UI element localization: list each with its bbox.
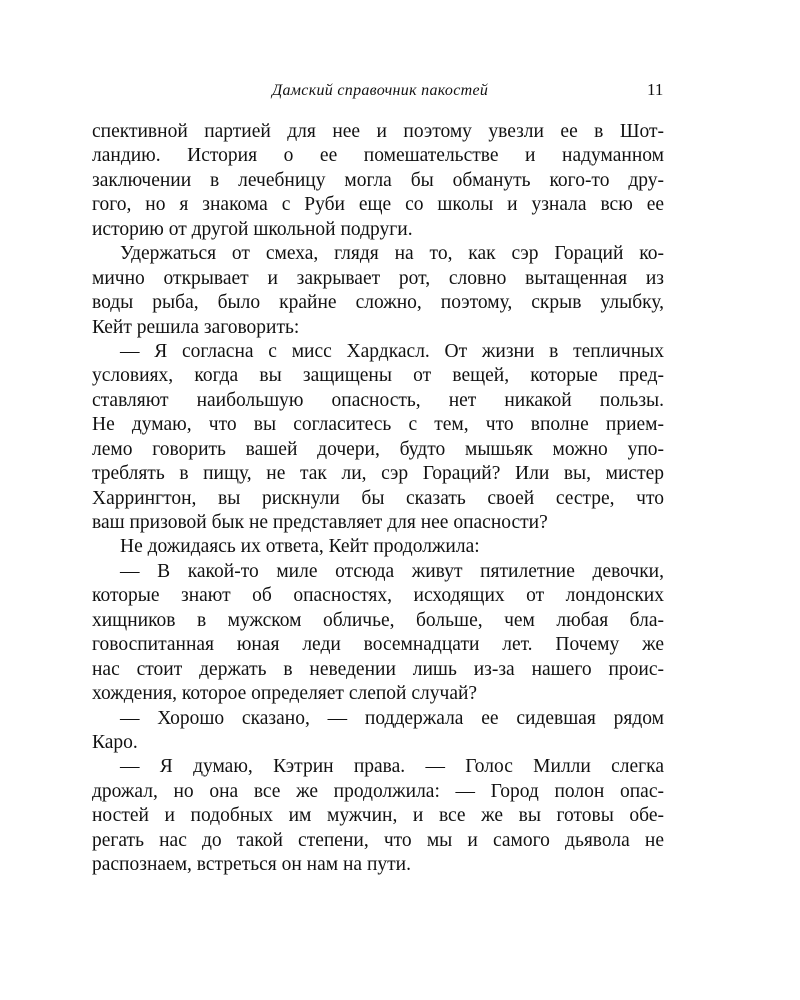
text-line: гого, но я знакома с Руби еще со школы и узнала всю ее — [92, 194, 664, 216]
text-line: Каро. — [92, 731, 138, 753]
text-line: ваш призовой бык не представляет для нее опасности? — [92, 512, 548, 533]
text-line: — В какой-то миле отсюда живут пятилетние девочки, — [120, 560, 664, 582]
text-line: нас стоит держать в неведении лишь из-за нашего проис- — [92, 658, 664, 680]
text-line: Харрингтон, вы рискнули бы сказать своей сестре, что — [92, 487, 664, 509]
text-line: треблять в пищу, не так ли, сэр Гораций? Или вы, мистер — [92, 463, 664, 485]
text-line: распознаем, встреться он нам на пути. — [92, 854, 411, 876]
text-line: лемо говорить вашей дочери, будто мышьяк можно упо- — [92, 438, 664, 460]
text-line: условиях, когда вы защищены от вещей, которые пред- — [92, 365, 664, 387]
text-line: ставляют наибольшую опасность, нет никакой пользы. — [92, 389, 664, 411]
text-line: — Я думаю, Кэтрин права. — Голос Милли слегка — [120, 756, 664, 778]
text-line: историю от другой школьной подруги. — [92, 218, 413, 240]
text-line: ландию. История о ее помешательстве и надуманном — [92, 145, 664, 167]
text-line: хищников в мужском обличье, больше, чем любая бла- — [92, 609, 664, 631]
text-line: Не дожидаясь их ответа, Кейт продолжила: — [120, 536, 480, 558]
text-line: спективной партией для нее и поэтому увезли ее в Шот- — [92, 121, 664, 142]
text-line: говоспитанная юная леди восемнадцати лет. Почему же — [92, 634, 664, 656]
running-head: Дамский справочник пакостей — [272, 82, 489, 99]
text-line: — Я согласна с мисс Хардкасл. От жизни в тепличных — [120, 340, 664, 362]
text-line: — Хорошо сказано, — поддержала ее сидевшая рядом — [120, 707, 664, 729]
text-line: дрожал, но она все же продолжила: — Город полон опас- — [92, 780, 664, 802]
page-number: 11 — [647, 80, 664, 99]
text-line: которые знают об опасностях, исходящих от лондонских — [92, 585, 664, 607]
text-line: мично открывает и закрывает рот, словно вытащенная из — [92, 267, 664, 289]
body-text — [92, 120, 664, 878]
text-line: Кейт решила заговорить: — [92, 316, 300, 338]
text-line: хождения, которое определяет слепой случай? — [92, 683, 478, 705]
text-line: воды рыба, было крайне сложно, поэтому, скрыв улыбку, — [92, 292, 664, 314]
text-line: заключении в лечебницу могла бы обмануть кого-то дру- — [92, 169, 664, 191]
text-line: регать нас до такой степени, что мы и самого дьявола не — [92, 829, 664, 851]
text-line: Удержаться от смеха, глядя на то, как сэр Гораций ко- — [120, 243, 664, 265]
text-line: ностей и подобных им мужчин, и все же вы готовы обе- — [92, 805, 664, 827]
text-line: Не думаю, что вы согласитесь с тем, что вполне прием- — [92, 414, 664, 436]
